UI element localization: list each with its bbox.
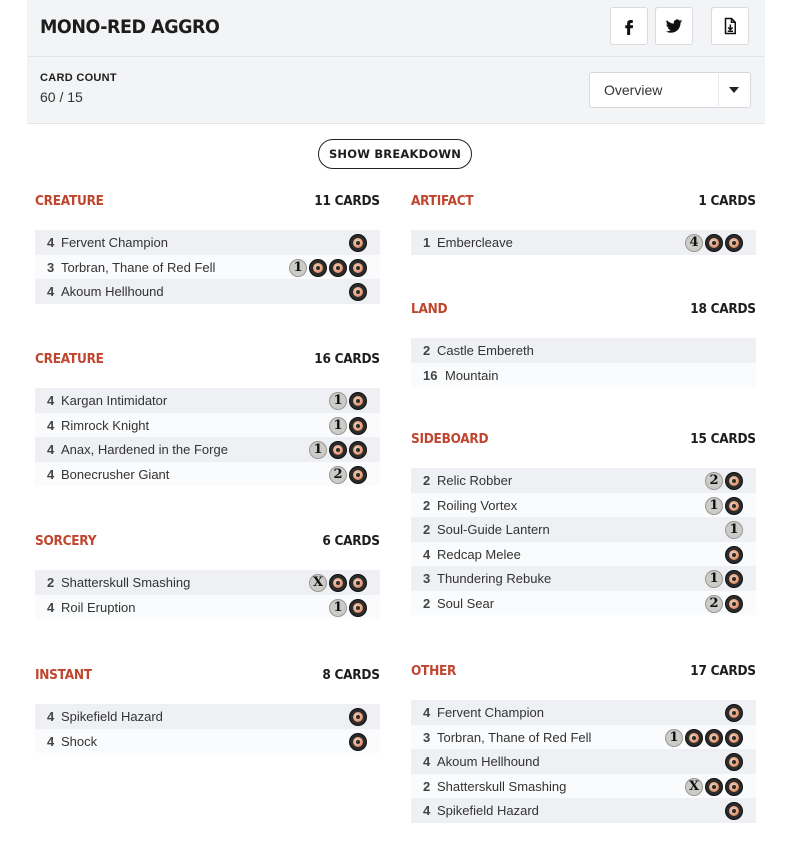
- card-name[interactable]: Torbran, Thane of Red Fell: [437, 729, 592, 745]
- red-mana-icon: [349, 441, 367, 459]
- card-row[interactable]: [411, 798, 756, 823]
- generic-mana-icon: 1: [665, 729, 683, 747]
- mana-cost: [349, 234, 367, 252]
- card-row[interactable]: [411, 566, 756, 591]
- card-name[interactable]: Roiling Vortex: [437, 497, 518, 513]
- card-quantity: 4: [47, 235, 55, 250]
- section-card-count: 11 CARDS: [314, 193, 380, 209]
- generic-mana-icon: X: [685, 778, 703, 796]
- card-quantity: 4: [423, 705, 431, 720]
- facebook-icon: [620, 17, 638, 35]
- red-mana-icon: [329, 441, 347, 459]
- mana-cost: [349, 708, 367, 726]
- card-quantity: 2: [423, 522, 431, 537]
- card-count-value: 60 / 15: [40, 89, 83, 105]
- section-header: [35, 667, 380, 687]
- section-title: LAND: [411, 301, 448, 317]
- card-row[interactable]: [35, 595, 380, 620]
- card-quantity: 2: [423, 497, 431, 513]
- red-mana-icon: [725, 546, 743, 564]
- card-row[interactable]: [35, 279, 380, 304]
- red-mana-icon: [725, 497, 743, 515]
- card-row[interactable]: [411, 338, 756, 363]
- mana-cost: [725, 802, 743, 820]
- card-name[interactable]: Shatterskull Smashing: [61, 575, 191, 590]
- card-quantity: 4: [47, 284, 55, 299]
- deck-panel: [27, 0, 765, 124]
- section-title: CREATURE: [35, 193, 104, 209]
- share-facebook-button[interactable]: [610, 7, 648, 45]
- section-header: [411, 663, 756, 683]
- card-name[interactable]: Torbran, Thane of Red Fell: [61, 259, 216, 275]
- card-name[interactable]: Spikefield Hazard: [61, 709, 163, 724]
- section-card-count: 15 CARDS: [690, 431, 756, 447]
- card-name[interactable]: Kargan Intimidator: [61, 393, 168, 408]
- card-list: [35, 388, 380, 486]
- card-quantity: 4: [47, 417, 55, 433]
- red-mana-icon: [349, 708, 367, 726]
- mana-cost: [725, 753, 743, 771]
- card-name[interactable]: Embercleave: [437, 235, 513, 250]
- card-row[interactable]: [35, 413, 380, 438]
- red-mana-icon: [725, 595, 743, 613]
- card-quantity: 4: [423, 546, 431, 562]
- red-mana-icon: [349, 283, 367, 301]
- red-mana-icon: [349, 733, 367, 751]
- card-row[interactable]: [35, 704, 380, 729]
- generic-mana-icon: X: [309, 574, 327, 592]
- card-quantity: 4: [47, 393, 55, 408]
- red-mana-icon: [329, 574, 347, 592]
- card-name[interactable]: Akoum Hellhound: [437, 754, 540, 769]
- red-mana-icon: [349, 466, 367, 484]
- card-row[interactable]: [35, 729, 380, 754]
- red-mana-icon: [705, 234, 723, 252]
- card-section: [411, 431, 756, 611]
- red-mana-icon: [349, 392, 367, 410]
- generic-mana-icon: 2: [329, 466, 347, 484]
- red-mana-icon: [725, 802, 743, 820]
- card-quantity: 4: [47, 709, 55, 724]
- download-icon: [721, 17, 739, 35]
- red-mana-icon: [349, 234, 367, 252]
- card-list: [411, 230, 756, 255]
- card-list: [35, 570, 380, 619]
- section-header: [411, 431, 756, 451]
- mana-cost: [705, 570, 743, 588]
- red-mana-icon: [725, 570, 743, 588]
- card-row[interactable]: [35, 462, 380, 487]
- card-name[interactable]: Soul Sear: [437, 595, 495, 611]
- card-section: [35, 533, 380, 615]
- section-title: ARTIFACT: [411, 193, 474, 209]
- card-name[interactable]: Mountain: [445, 367, 499, 383]
- section-header: [411, 301, 756, 321]
- card-quantity: 2: [423, 595, 431, 611]
- red-mana-icon: [725, 753, 743, 771]
- mana-cost: [665, 729, 743, 747]
- download-deck-button[interactable]: [711, 7, 749, 45]
- card-quantity: 1: [423, 235, 431, 250]
- card-row[interactable]: [411, 774, 756, 799]
- card-row[interactable]: [411, 749, 756, 774]
- generic-mana-icon: 1: [329, 392, 347, 410]
- card-section: [411, 193, 756, 250]
- card-quantity: 3: [47, 259, 55, 275]
- card-row[interactable]: [35, 570, 380, 595]
- mana-cost: [329, 599, 367, 617]
- mana-cost: [349, 733, 367, 751]
- card-row[interactable]: [411, 700, 756, 725]
- card-list: [35, 704, 380, 753]
- card-list: [411, 468, 756, 615]
- section-title: SIDEBOARD: [411, 431, 489, 447]
- red-mana-icon: [329, 259, 347, 277]
- card-name[interactable]: Soul-Guide Lantern: [437, 522, 550, 537]
- generic-mana-icon: 1: [705, 570, 723, 588]
- card-section: [35, 667, 380, 749]
- mana-cost: [685, 778, 743, 796]
- card-row[interactable]: [411, 725, 756, 750]
- generic-mana-icon: 1: [309, 441, 327, 459]
- section-card-count: 8 CARDS: [322, 667, 380, 683]
- mana-cost: [685, 234, 743, 252]
- card-name[interactable]: Relic Robber: [437, 473, 513, 488]
- red-mana-icon: [349, 599, 367, 617]
- card-name[interactable]: Thundering Rebuke: [437, 571, 552, 586]
- card-quantity: 4: [47, 442, 55, 457]
- section-card-count: 18 CARDS: [690, 301, 756, 317]
- mana-cost: [705, 497, 743, 515]
- twitter-icon: [665, 17, 683, 35]
- card-name[interactable]: Fervent Champion: [437, 705, 544, 720]
- card-row[interactable]: [35, 255, 380, 280]
- card-quantity: 4: [47, 466, 55, 482]
- card-quantity: 4: [423, 803, 431, 818]
- card-row[interactable]: [35, 388, 380, 413]
- card-section: [411, 663, 756, 818]
- red-mana-icon: [725, 234, 743, 252]
- card-list: [35, 230, 380, 304]
- card-name[interactable]: Castle Embereth: [437, 343, 534, 358]
- red-mana-icon: [705, 778, 723, 796]
- mana-cost: [329, 392, 367, 410]
- card-name[interactable]: Akoum Hellhound: [61, 284, 164, 299]
- card-name[interactable]: Bonecrusher Giant: [61, 466, 170, 482]
- card-name[interactable]: Fervent Champion: [61, 235, 168, 250]
- generic-mana-icon: 2: [705, 595, 723, 613]
- red-mana-icon: [705, 729, 723, 747]
- section-header: [35, 193, 380, 213]
- mana-cost: [329, 466, 367, 484]
- generic-mana-icon: 1: [705, 497, 723, 515]
- card-quantity: 2: [47, 575, 55, 590]
- section-card-count: 6 CARDS: [322, 533, 380, 549]
- deck-title: MONO-RED AGGRO: [40, 16, 220, 38]
- section-header: [35, 351, 380, 371]
- card-row[interactable]: [411, 230, 756, 255]
- card-list: [411, 338, 756, 387]
- red-mana-icon: [349, 574, 367, 592]
- card-name[interactable]: Shatterskull Smashing: [437, 778, 567, 794]
- card-row[interactable]: [411, 493, 756, 518]
- card-name[interactable]: Shock: [61, 733, 98, 749]
- mana-cost: [725, 704, 743, 722]
- section-title: INSTANT: [35, 667, 92, 683]
- section-title: CREATURE: [35, 351, 104, 367]
- card-section: [35, 351, 380, 482]
- card-name[interactable]: Rimrock Knight: [61, 417, 150, 433]
- card-row[interactable]: [411, 542, 756, 567]
- show-breakdown-button[interactable]: SHOW BREAKDOWN: [318, 139, 472, 169]
- deck-header: [27, 0, 765, 57]
- section-header: [411, 193, 756, 213]
- generic-mana-icon: 1: [329, 417, 347, 435]
- card-count-label: CARD COUNT: [40, 72, 117, 84]
- mana-cost: [705, 595, 743, 613]
- generic-mana-icon: 2: [705, 472, 723, 490]
- mana-cost: [309, 574, 367, 592]
- card-list: [411, 700, 756, 823]
- card-count-bar: [27, 57, 765, 124]
- card-quantity: 2: [423, 778, 431, 794]
- mana-cost: [705, 472, 743, 490]
- generic-mana-icon: 4: [685, 234, 703, 252]
- card-name[interactable]: Spikefield Hazard: [437, 803, 539, 818]
- mana-cost: [289, 259, 367, 277]
- red-mana-icon: [725, 704, 743, 722]
- section-card-count: 1 CARDS: [698, 193, 756, 209]
- view-select[interactable]: [589, 72, 751, 108]
- card-row[interactable]: [411, 591, 756, 616]
- card-name[interactable]: Roil Eruption: [61, 599, 136, 615]
- mana-cost: [329, 417, 367, 435]
- card-quantity: 4: [47, 599, 55, 615]
- card-quantity: 16: [423, 367, 438, 383]
- red-mana-icon: [349, 417, 367, 435]
- chevron-down-icon: [718, 74, 749, 106]
- card-quantity: 2: [423, 473, 431, 488]
- card-row[interactable]: [411, 517, 756, 542]
- card-name[interactable]: Redcap Melee: [437, 546, 521, 562]
- card-name[interactable]: Anax, Hardened in the Forge: [61, 442, 228, 457]
- red-mana-icon: [725, 778, 743, 796]
- generic-mana-icon: 1: [329, 599, 347, 617]
- card-row[interactable]: [411, 468, 756, 493]
- mana-cost: [349, 283, 367, 301]
- card-quantity: 4: [47, 733, 55, 749]
- card-row[interactable]: [35, 230, 380, 255]
- red-mana-icon: [309, 259, 327, 277]
- section-card-count: 17 CARDS: [690, 663, 756, 679]
- mana-cost: [725, 546, 743, 564]
- card-section: [411, 301, 756, 383]
- mana-cost: [725, 521, 743, 539]
- generic-mana-icon: 1: [725, 521, 743, 539]
- card-row[interactable]: [411, 363, 756, 388]
- card-quantity: 3: [423, 571, 431, 586]
- card-row[interactable]: [35, 437, 380, 462]
- section-card-count: 16 CARDS: [314, 351, 380, 367]
- section-header: [35, 533, 380, 553]
- card-section: [35, 193, 380, 299]
- card-quantity: 4: [423, 754, 431, 769]
- generic-mana-icon: 1: [289, 259, 307, 277]
- section-title: OTHER: [411, 663, 457, 679]
- section-title: SORCERY: [35, 533, 97, 549]
- mana-cost: [309, 441, 367, 459]
- card-quantity: 2: [423, 343, 431, 358]
- red-mana-icon: [725, 729, 743, 747]
- red-mana-icon: [685, 729, 703, 747]
- red-mana-icon: [349, 259, 367, 277]
- view-select-value: Overview: [604, 82, 663, 98]
- share-twitter-button[interactable]: [655, 7, 693, 45]
- card-quantity: 3: [423, 729, 431, 745]
- red-mana-icon: [725, 472, 743, 490]
